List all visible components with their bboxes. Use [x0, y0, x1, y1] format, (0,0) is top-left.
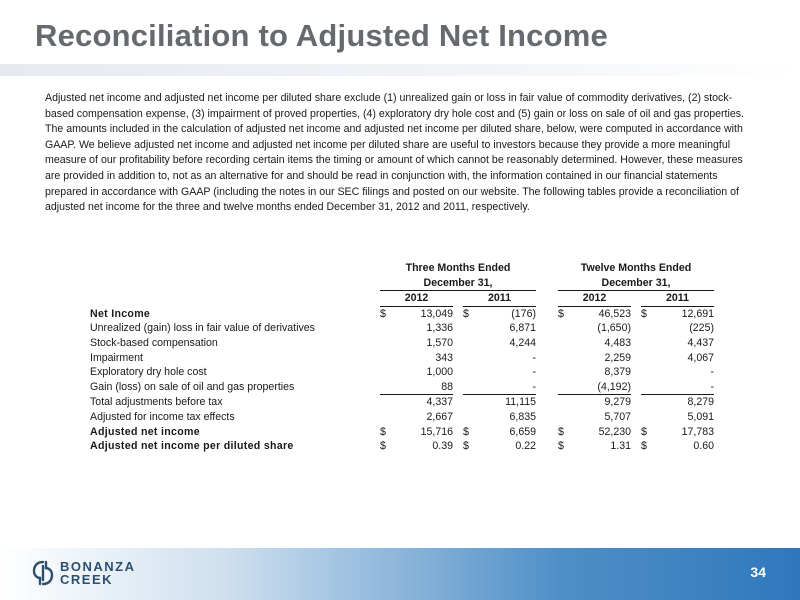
value-cell: [463, 336, 536, 351]
table-row: [90, 365, 714, 380]
value-cell: [558, 351, 631, 366]
value-cell: [641, 306, 714, 321]
value-cell: [641, 365, 714, 380]
amount: 13,049: [420, 307, 453, 320]
amount: 4,244: [509, 336, 536, 349]
value-cell: [380, 439, 453, 454]
amount: 88: [441, 380, 453, 393]
amount: 6,835: [509, 410, 536, 423]
year-header-row: [90, 291, 714, 307]
currency-symbol: $: [558, 425, 564, 438]
value-cell: [380, 336, 453, 351]
amount: 5,707: [604, 410, 631, 423]
row-label: Adjusted net income: [90, 425, 200, 438]
amount: 17,783: [681, 425, 714, 438]
logo-line-1: BONANZA: [60, 559, 136, 574]
amount: 4,483: [604, 336, 631, 349]
value-cell: [463, 439, 536, 454]
row-label: Stock-based compensation: [90, 336, 218, 349]
amount: (225): [689, 322, 714, 335]
amount: 1.31: [610, 440, 631, 453]
amount: (1,650): [597, 322, 631, 335]
amount: 0.22: [515, 440, 536, 453]
logo-line-2: CREEK: [60, 572, 114, 587]
group-three-months-line2: December 31,: [380, 276, 536, 291]
company-logo-text: [60, 560, 136, 586]
currency-symbol: $: [641, 425, 647, 438]
table-row: [90, 351, 714, 366]
amount: 12,691: [681, 307, 714, 320]
value-cell: [558, 410, 631, 425]
value-cell: [380, 425, 453, 440]
value-cell: [558, 439, 631, 454]
year-header: 2012: [380, 291, 453, 307]
amount: 2,667: [426, 410, 453, 423]
value-cell: [641, 351, 714, 366]
reconciliation-table: [90, 261, 714, 454]
value-cell: [380, 321, 453, 336]
value-cell: [463, 365, 536, 380]
value-cell: [558, 380, 631, 395]
value-cell: [463, 395, 536, 410]
amount: 4,437: [687, 336, 714, 349]
amount: -: [532, 380, 536, 393]
value-cell: [463, 351, 536, 366]
bonanza-creek-logo-icon: [32, 560, 54, 586]
amount: 2,259: [604, 351, 631, 364]
reconciliation-table-body: [90, 306, 714, 453]
amount: 1,000: [426, 366, 453, 379]
currency-symbol: $: [463, 440, 469, 453]
amount: 9,279: [604, 396, 631, 409]
table-row: [90, 336, 714, 351]
amount: 11,115: [505, 396, 536, 409]
table-row: [90, 425, 714, 440]
amount: -: [710, 366, 714, 379]
page-number: 34: [750, 564, 766, 580]
table-row: [90, 395, 714, 410]
value-cell: [463, 425, 536, 440]
value-cell: [380, 395, 453, 410]
currency-symbol: $: [380, 440, 386, 453]
footer-band: [0, 548, 800, 600]
row-label: Exploratory dry hole cost: [90, 366, 207, 379]
value-cell: [641, 336, 714, 351]
row-label: Impairment: [90, 351, 143, 364]
amount: 8,379: [604, 366, 631, 379]
title-underline-bar: [0, 64, 800, 76]
group-header-row-2: [90, 276, 714, 291]
value-cell: [641, 395, 714, 410]
amount: -: [710, 380, 714, 393]
amount: 6,659: [509, 425, 536, 438]
amount: -: [532, 366, 536, 379]
amount: 5,091: [687, 410, 714, 423]
row-label: Adjusted for income tax effects: [90, 410, 235, 423]
group-header-row-1: [90, 261, 714, 276]
currency-symbol: $: [558, 307, 564, 320]
group-twelve-months-line2: December 31,: [558, 276, 714, 291]
row-label: Gain (loss) on sale of oil and gas properties: [90, 381, 295, 393]
year-header: 2011: [641, 291, 714, 307]
value-cell: [558, 395, 631, 410]
amount: 1,336: [426, 322, 453, 335]
amount: 46,523: [598, 307, 631, 320]
table-row: [90, 306, 714, 321]
group-three-months-line1: Three Months Ended: [405, 262, 511, 274]
amount: 343: [435, 351, 453, 364]
value-cell: [558, 306, 631, 321]
table-row: [90, 410, 714, 425]
table-row: [90, 380, 714, 395]
amount: 6,871: [509, 322, 536, 335]
amount: (176): [511, 307, 536, 320]
value-cell: [558, 321, 631, 336]
value-cell: [380, 365, 453, 380]
value-cell: [641, 425, 714, 440]
company-logo: [32, 560, 136, 586]
value-cell: [641, 439, 714, 454]
currency-symbol: $: [558, 440, 564, 453]
row-label: Total adjustments before tax: [90, 396, 223, 409]
amount: -: [532, 351, 536, 364]
value-cell: [380, 306, 453, 321]
amount: 15,716: [420, 425, 453, 438]
value-cell: [463, 380, 536, 395]
value-cell: [380, 351, 453, 366]
currency-symbol: $: [641, 307, 647, 320]
value-cell: [380, 380, 453, 395]
table-row: [90, 439, 714, 454]
year-header: 2011: [463, 291, 536, 307]
row-label: Net Income: [90, 307, 151, 320]
amount: (4,192): [597, 380, 631, 393]
value-cell: [463, 410, 536, 425]
value-cell: [380, 410, 453, 425]
group-twelve-months-line1: Twelve Months Ended: [580, 262, 692, 274]
row-label: Unrealized (gain) loss in fair value of derivatives: [90, 322, 315, 335]
row-label: Adjusted net income per diluted share: [90, 440, 294, 453]
table-row: [90, 321, 714, 336]
value-cell: [641, 380, 714, 395]
value-cell: [558, 336, 631, 351]
value-cell: [463, 321, 536, 336]
value-cell: [558, 425, 631, 440]
amount: 1,570: [426, 336, 453, 349]
intro-paragraph: Adjusted net income and adjusted net income per diluted share exclude (1) unrealized gain or loss in fair value of commodity derivatives, (2) stock-based compensation expense, (3) impairment of proved properties, (4) exploratory dry hole cost and (5) gain or loss on sale of oil and gas properties. The amounts included in the calculation of adjusted net income and adjusted net income per diluted share, below, were computed in accordance with GAAP. We believe adjusted net income and adjusted net income per diluted share are useful to investors because they provide a more meaningful measure of our profitability before recording certain items the timing or amount of which cannot be reasonably determined. However, these measures are provided in addition to, not as an alternative for and should be read in conjunction with, the information contained in our financial statements prepared in accordance with GAAP (including the notes in our SEC filings and posted on our website. The following tables provide a reconciliation of adjusted net income for the three and twelve months ended December 31, 2012 and 2011, respectively.: [45, 92, 744, 214]
value-cell: [463, 306, 536, 321]
page-title: Reconciliation to Adjusted Net Income: [35, 18, 608, 53]
currency-symbol: $: [463, 425, 469, 438]
amount: 8,279: [687, 396, 714, 409]
value-cell: [641, 321, 714, 336]
value-cell: [641, 410, 714, 425]
value-cell: [558, 365, 631, 380]
amount: 4,067: [687, 351, 714, 364]
amount: 52,230: [598, 425, 631, 438]
currency-symbol: $: [463, 307, 469, 320]
amount: 4,337: [426, 396, 453, 409]
currency-symbol: $: [380, 307, 386, 320]
currency-symbol: $: [641, 440, 647, 453]
amount: 0.60: [693, 440, 714, 453]
year-header: 2012: [558, 291, 631, 307]
currency-symbol: $: [380, 425, 386, 438]
amount: 0.39: [432, 440, 453, 453]
